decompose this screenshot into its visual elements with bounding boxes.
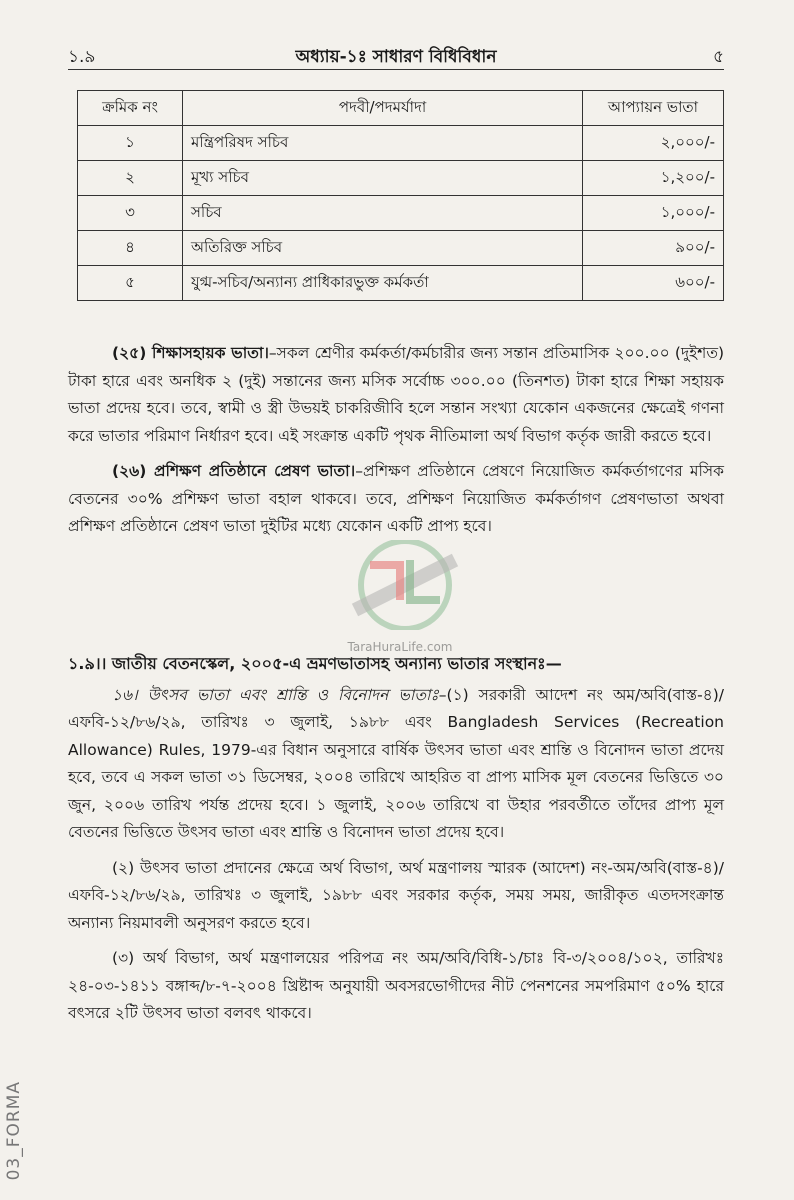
header-rule [68, 69, 724, 70]
table-header-row [78, 91, 724, 126]
watermark-text: TaraHuraLife.com [347, 640, 453, 654]
row-amount: ৯০০/- [583, 231, 724, 266]
paragraph-16-3: (৩) অর্থ বিভাগ, অর্থ মন্ত্রণালয়ের পরিপত্র নং অম/অবি/বিধি-১/চাঃ বি-৩/২০০৪/১০২, তারিখঃ ২৪-০৩-১৪১১ বঙ্গাব্দ/৮-৭-২০০৪ খ্রিষ্টাব্দ অনুযায়ী অবসরভোগীদের নীট পেনশনের সমপরিমাণ ৫০% হারে বৎসরে ২টি উৎসব ভাতা বলবৎ থাকবে। [68, 949, 724, 1022]
row-serial: ২ [78, 161, 183, 196]
paragraph-25 [68, 340, 724, 450]
paragraph-25-text: –সকল শ্রেণীর কর্মকর্তা/কর্মচারীর জন্য সন্তান প্রতিমাসিক ২০০.০০ (দুইশত) টাকা হারে এবং অনধিক ২ (দুই) সন্তানের জন্য মসিক সর্বোচ্চ ৩০০.০০ (তিনশত) টাকা হারে শিক্ষা সহায়ক ভাতা প্রদেয় হবে। তবে, স্বামী ও স্ত্রী উভয়ই চাকরিজীবি হলে সন্তান সংখ্যা যেকোন একজনের ক্ষেত্রেই গণনা করে ভাতার পরিমাণ নির্ধারণ হবে। এই সংক্রান্ত একটি পৃথক নীতিমালা অর্থ বিভাগ কর্তৃক জারী করতে হবে। [68, 344, 725, 445]
col-post: পদবী/পদমর্যাদা [183, 91, 583, 126]
row-post: অতিরিক্ত সচিব [183, 231, 583, 266]
table-row [78, 266, 724, 301]
row-serial: ৩ [78, 196, 183, 231]
allowance-table [77, 90, 724, 301]
page-number: ৫ [712, 47, 724, 67]
paragraph-16-title: ১৬। উৎসব ভাতা এবং শ্রান্তি ও বিনোদন ভাতাঃ [112, 685, 439, 704]
watermark-logo-icon [340, 540, 470, 630]
row-post: মন্ত্রিপরিষদ সচিব [183, 126, 583, 161]
row-serial: ৫ [78, 266, 183, 301]
section-number: ১.৯ [68, 47, 96, 67]
body-part-1 [68, 340, 724, 549]
table-row [78, 231, 724, 266]
section-heading: ১.৯।। জাতীয় বেতনস্কেল, ২০০৫-এ ভ্রমণভাতাসহ অন্যান্য ভাতার সংস্থানঃ— [68, 654, 562, 673]
col-amount: আপ্যায়ন ভাতা [583, 91, 724, 126]
row-serial: ৪ [78, 231, 183, 266]
side-label: 03_FORMA [4, 1080, 24, 1180]
row-amount: ১,০০০/- [583, 196, 724, 231]
row-serial: ১ [78, 126, 183, 161]
row-amount: ১,২০০/- [583, 161, 724, 196]
table-row [78, 161, 724, 196]
paragraph-16-2: (২) উৎসব ভাতা প্রদানের ক্ষেত্রে অর্থ বিভাগ, অর্থ মন্ত্রণালয় স্মারক (আদেশ) নং-অম/অবি(বাস্ত-৪)/এফবি-১২/৮৬/২৯, তারিখঃ ৩ জুলাই, ১৯৮৮ এবং সরকার কর্তৃক, সময় সময়, জারীকৃত এতদসংক্রান্ত অন্যান্য নিয়মাবলী অনুসরণ করতে হবে। [68, 858, 724, 932]
row-post: মূখ্য সচিব [183, 161, 583, 196]
paragraph-16-text: –(১) সরকারী আদেশ নং অম/অবি(বাস্ত-৪)/এফবি-১২/৮৬/২৯, তারিখঃ ৩ জুলাই, ১৯৮৮ এবং Bangladesh Services (Recreation Allowance) Rules, 1979-এর বিধান অনুসারে বার্ষিক উৎসব ভাতা এবং শ্রান্তি ও বিনোদন ভাতা প্রদেয় হবে, তবে এ সকল ভাতা ৩১ ডিসেম্বর, ২০০৪ তারিখে আহরিত বা প্রাপ্য মাসিক মূল বেতনের ভিত্তিতে ৩০ জুন, ২০০৬ তারিখ পর্যন্ত প্রদেয় হবে। ১ জুলাই, ২০০৬ তারিখে বা উহার পরবর্তীতে তাঁদের প্রাপ্য মূল বেতনের ভিত্তিতে উৎসব ভাতা এবং শ্রান্তি ও বিনোদন ভাতা প্রদেয় হবে। [68, 685, 724, 841]
watermark [300, 520, 500, 720]
chapter-title: অধ্যায়-১ঃ সাধারণ বিধিবিধান [295, 47, 497, 67]
row-amount: ৬০০/- [583, 266, 724, 301]
row-amount: ২,০০০/- [583, 126, 724, 161]
page-header [68, 40, 724, 70]
paragraph-25-title: (২৫) শিক্ষাসহায়ক ভাতা। [112, 344, 269, 362]
table-row [78, 126, 724, 161]
table-row [78, 196, 724, 231]
paragraph-26-title: (২৬) প্রশিক্ষণ প্রতিষ্ঠানে প্রেষণ ভাতা। [112, 462, 356, 480]
row-post: সচিব [183, 196, 583, 231]
col-serial: ক্রমিক নং [78, 91, 183, 126]
row-post: যুগ্ম-সচিব/অন্যান্য প্রাধিকারভুক্ত কর্মকর্তা [183, 266, 583, 301]
paragraph-26-text: –প্রশিক্ষণ প্রতিষ্ঠানে প্রেষণে নিয়োজিত কর্মকর্তাগণের মসিক বেতনের ৩০% প্রশিক্ষণ ভাতা বহাল থাকবে। তবে, প্রশিক্ষণ নিয়োজিত কর্মকর্তাগণ প্রেষণভাতা অথবা প্রশিক্ষণ প্রতিষ্ঠানে প্রেষণ ভাতা দুইটির মধ্যে যেকোন একটি প্রাপ্য হবে। [68, 462, 724, 535]
